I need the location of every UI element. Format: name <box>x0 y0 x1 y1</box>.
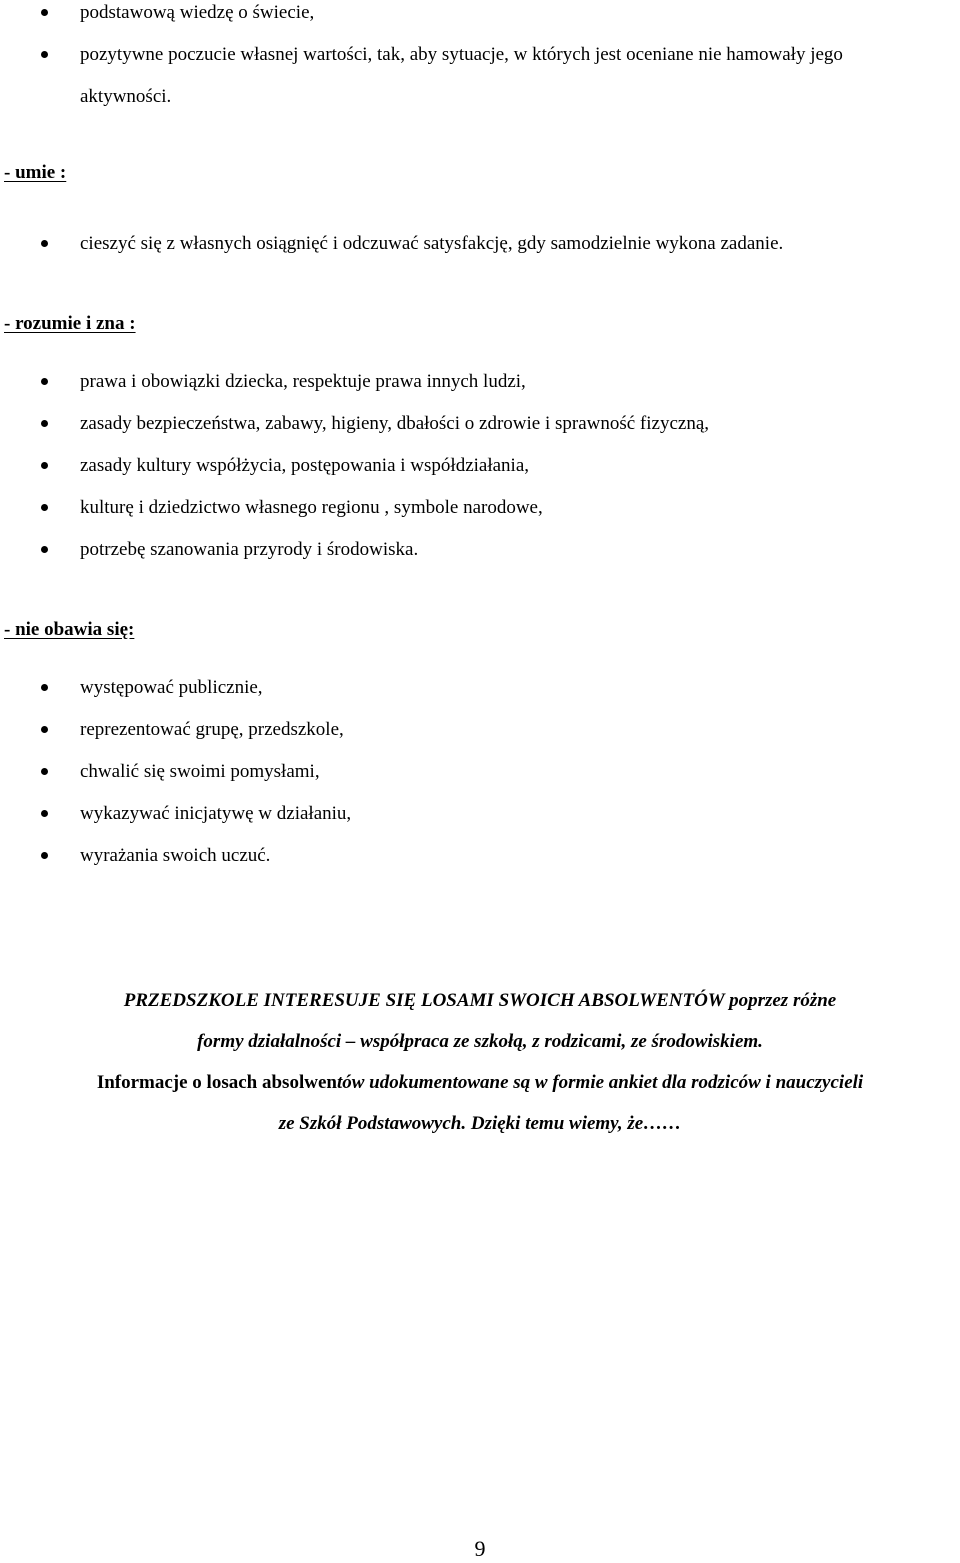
list-item <box>0 751 960 793</box>
bullet-icon <box>41 240 48 247</box>
bullet-icon <box>41 546 48 553</box>
list-item <box>0 667 960 709</box>
bullet-icon <box>41 768 48 775</box>
bullet-icon <box>41 462 48 469</box>
paragraph-line <box>0 1062 960 1103</box>
list-item-text: prawa i obowiązki dziecka, respektuje prawa innych ludzi, <box>80 371 526 392</box>
paragraph-line-italic-text: tów udokumentowane są w formie ankiet dla rodziców i nauczycieli <box>336 1072 864 1093</box>
bullet-icon <box>41 378 48 385</box>
list-item <box>0 223 960 265</box>
list-item-text: wyrażania swoich uczuć. <box>80 845 271 866</box>
bullet-icon <box>41 684 48 691</box>
nie-obawia-bullet-list <box>0 667 960 877</box>
top-bullet-list <box>0 0 960 118</box>
paragraph-line: PRZEDSZKOLE INTERESUJE SIĘ LOSAMI SWOICH ABSOLWENTÓW poprzez różne <box>123 990 837 1011</box>
list-item <box>0 403 960 445</box>
section-heading-nie-obawia: - nie obawia się: <box>4 619 135 640</box>
bullet-icon <box>41 51 48 58</box>
list-item-text: zasady bezpieczeństwa, zabawy, higieny, dbałości o zdrowie i sprawność fizyczną, <box>80 413 710 434</box>
list-item-text: potrzebę szanowania przyrody i środowiska. <box>80 539 419 560</box>
list-item-text: zasady kultury współżycia, postępowania i współdziałania, <box>80 455 530 476</box>
list-item-text: występować publicznie, <box>80 677 263 698</box>
list-item <box>0 709 960 751</box>
list-item <box>0 835 960 877</box>
bullet-icon <box>41 9 48 16</box>
list-item <box>0 445 960 487</box>
bullet-icon <box>41 852 48 859</box>
bullet-icon <box>41 810 48 817</box>
list-item-text: cieszyć się z własnych osiągnięć i odczuwać satysfakcję, gdy samodzielnie wykona zadanie. <box>80 233 784 254</box>
section-heading-umie: - umie : <box>4 162 67 183</box>
list-item <box>0 34 960 118</box>
list-item-text: podstawową wiedzę o świecie, <box>80 2 315 23</box>
section-heading-rozumie: - rozumie i zna : <box>4 313 136 334</box>
list-item-text: pozytywne poczucie własnej wartości, tak, aby sytuacje, w których jest oceniane nie hamowały jego aktywności. <box>80 44 843 107</box>
bullet-icon <box>41 420 48 427</box>
list-item-text: kulturę i dziedzictwo własnego regionu , symbole narodowe, <box>80 497 543 518</box>
list-item-text: chwalić się swoimi pomysłami, <box>80 761 320 782</box>
list-item <box>0 0 960 34</box>
list-item-text: wykazywać inicjatywę w działaniu, <box>80 803 352 824</box>
paragraph-line: formy działalności – współpraca ze szkołą, z rodzicami, ze środowiskiem. <box>197 1031 763 1052</box>
list-item <box>0 793 960 835</box>
list-item <box>0 529 960 571</box>
rozumie-bullet-list <box>0 361 960 571</box>
page-number: 9 <box>474 1536 486 1561</box>
list-item-text: reprezentować grupę, przedszkole, <box>80 719 344 740</box>
bullet-icon <box>41 504 48 511</box>
list-item <box>0 487 960 529</box>
paragraph-line-plain-text: Informacje o losach absolwen <box>96 1072 337 1093</box>
umie-bullet-list <box>0 223 960 265</box>
paragraph-line: ze Szkół Podstawowych. Dzięki temu wiemy, że…… <box>278 1113 682 1134</box>
absolwenci-paragraph <box>0 980 960 1144</box>
list-item <box>0 361 960 403</box>
bullet-icon <box>41 726 48 733</box>
